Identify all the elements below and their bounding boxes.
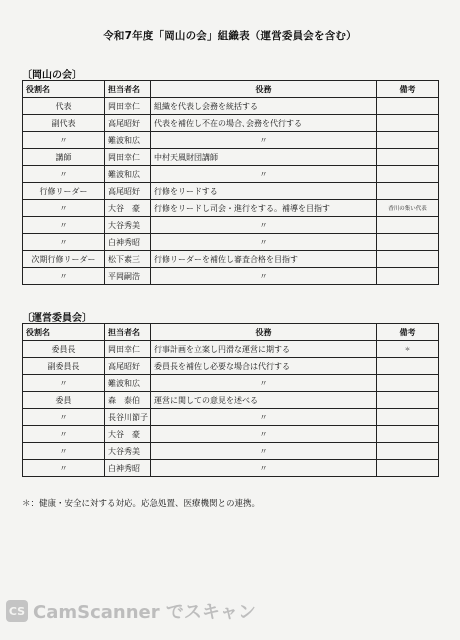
name-cell: 岡田幸仁 — [105, 149, 151, 166]
section-heading-okayama: 〔岡山の会〕 — [22, 70, 82, 81]
duty-cell: 〃 — [151, 217, 377, 234]
name-cell: 白神秀昭 — [105, 460, 151, 477]
role-cell: 〃 — [23, 217, 105, 234]
note-cell — [377, 132, 439, 149]
camscanner-logo-icon: CS — [6, 600, 28, 622]
table-row — [23, 149, 439, 166]
duty-cell: 代表を補佐し不在の場合､会務を代行する — [151, 115, 377, 132]
name-cell: 長谷川節子 — [105, 409, 151, 426]
name-cell: 難波和広 — [105, 166, 151, 183]
duty-cell: 行修リーダーを補佐し審査合格を目指す — [151, 251, 377, 268]
table-row — [23, 443, 439, 460]
role-cell: 〃 — [23, 234, 105, 251]
duty-cell: 行修をリードし司会・進行をする。補導を目指す — [151, 200, 377, 217]
duty-cell: 〃 — [151, 132, 377, 149]
name-cell: 岡田幸仁 — [105, 98, 151, 115]
role-cell: 〃 — [23, 200, 105, 217]
header-name: 担当者名 — [105, 324, 151, 341]
duty-cell: 行事計画を立案し円滑な運営に期する — [151, 341, 377, 358]
header-role: 役割名 — [23, 324, 105, 341]
header-role: 役割名 — [23, 81, 105, 98]
duty-cell: 委員長を補佐し必要な場合は代行する — [151, 358, 377, 375]
duty-cell: 〃 — [151, 409, 377, 426]
footnote: ＊：健康・安全に対する対応。応急処置、医療機関との連携。 — [22, 499, 261, 509]
table-row — [23, 426, 439, 443]
duty-cell: 〃 — [151, 375, 377, 392]
duty-cell: 〃 — [151, 234, 377, 251]
note-cell — [377, 460, 439, 477]
duty-cell: 〃 — [151, 426, 377, 443]
name-cell: 大谷 豪 — [105, 200, 151, 217]
name-cell: 高尾昭好 — [105, 183, 151, 200]
committee-organization-table — [22, 323, 439, 477]
role-cell: 委員 — [23, 392, 105, 409]
table-row — [23, 358, 439, 375]
table-row — [23, 200, 439, 217]
table-row — [23, 460, 439, 477]
note-cell: 香川の集い代表 — [377, 200, 439, 217]
note-cell: ＊ — [377, 341, 439, 358]
table-row — [23, 98, 439, 115]
role-cell: 委員長 — [23, 341, 105, 358]
table-row — [23, 268, 439, 285]
name-cell: 大谷秀美 — [105, 443, 151, 460]
name-cell: 平岡嗣浩 — [105, 268, 151, 285]
role-cell: 副代表 — [23, 115, 105, 132]
name-cell: 大谷 豪 — [105, 426, 151, 443]
note-cell — [377, 392, 439, 409]
note-cell — [377, 115, 439, 132]
name-cell: 難波和広 — [105, 375, 151, 392]
table-row — [23, 409, 439, 426]
note-cell — [377, 375, 439, 392]
role-cell: 〃 — [23, 460, 105, 477]
role-cell: 〃 — [23, 409, 105, 426]
duty-cell: 〃 — [151, 166, 377, 183]
duty-cell: 運営に関しての意見を述べる — [151, 392, 377, 409]
header-name: 担当者名 — [105, 81, 151, 98]
role-cell: 〃 — [23, 426, 105, 443]
table-row — [23, 341, 439, 358]
note-cell — [377, 409, 439, 426]
role-cell: 〃 — [23, 268, 105, 285]
table-header-row — [23, 324, 439, 341]
table-row — [23, 251, 439, 268]
table-header-row — [23, 81, 439, 98]
table-row — [23, 375, 439, 392]
watermark-text: CamScanner でスキャン — [33, 602, 256, 623]
name-cell: 難波和広 — [105, 132, 151, 149]
role-cell: 〃 — [23, 443, 105, 460]
role-cell: 〃 — [23, 132, 105, 149]
table-row — [23, 217, 439, 234]
section-heading-committee: 〔運営委員会〕 — [22, 313, 92, 324]
note-cell — [377, 217, 439, 234]
role-cell: 次期行修リーダー — [23, 251, 105, 268]
note-cell — [377, 426, 439, 443]
role-cell: 〃 — [23, 375, 105, 392]
name-cell: 高尾昭好 — [105, 358, 151, 375]
note-cell — [377, 166, 439, 183]
name-cell: 森 泰伯 — [105, 392, 151, 409]
camscanner-watermark — [6, 598, 256, 624]
header-note: 備考 — [377, 81, 439, 98]
table-row — [23, 132, 439, 149]
header-duty: 役務 — [151, 324, 377, 341]
name-cell: 岡田幸仁 — [105, 341, 151, 358]
duty-cell: 中村天風財団講師 — [151, 149, 377, 166]
note-cell — [377, 183, 439, 200]
name-cell: 白神秀昭 — [105, 234, 151, 251]
table-row — [23, 183, 439, 200]
duty-cell: 組織を代表し会務を統括する — [151, 98, 377, 115]
role-cell: 行修リーダー — [23, 183, 105, 200]
name-cell: 大谷秀美 — [105, 217, 151, 234]
document-title: 令和7年度「岡山の会」組織表（運営委員会を含む） — [103, 30, 357, 42]
note-cell — [377, 98, 439, 115]
name-cell: 高尾昭好 — [105, 115, 151, 132]
role-cell: 〃 — [23, 166, 105, 183]
header-duty: 役務 — [151, 81, 377, 98]
header-note: 備考 — [377, 324, 439, 341]
table-row — [23, 166, 439, 183]
duty-cell: 〃 — [151, 460, 377, 477]
note-cell — [377, 251, 439, 268]
duty-cell: 〃 — [151, 443, 377, 460]
note-cell — [377, 268, 439, 285]
note-cell — [377, 443, 439, 460]
table-row — [23, 234, 439, 251]
role-cell: 代表 — [23, 98, 105, 115]
note-cell — [377, 149, 439, 166]
role-cell: 副委員長 — [23, 358, 105, 375]
name-cell: 松下素三 — [105, 251, 151, 268]
role-cell: 講師 — [23, 149, 105, 166]
table-row — [23, 392, 439, 409]
table-row — [23, 115, 439, 132]
note-cell — [377, 358, 439, 375]
duty-cell: 行修をリードする — [151, 183, 377, 200]
note-cell — [377, 234, 439, 251]
okayama-organization-table — [22, 80, 439, 285]
duty-cell: 〃 — [151, 268, 377, 285]
